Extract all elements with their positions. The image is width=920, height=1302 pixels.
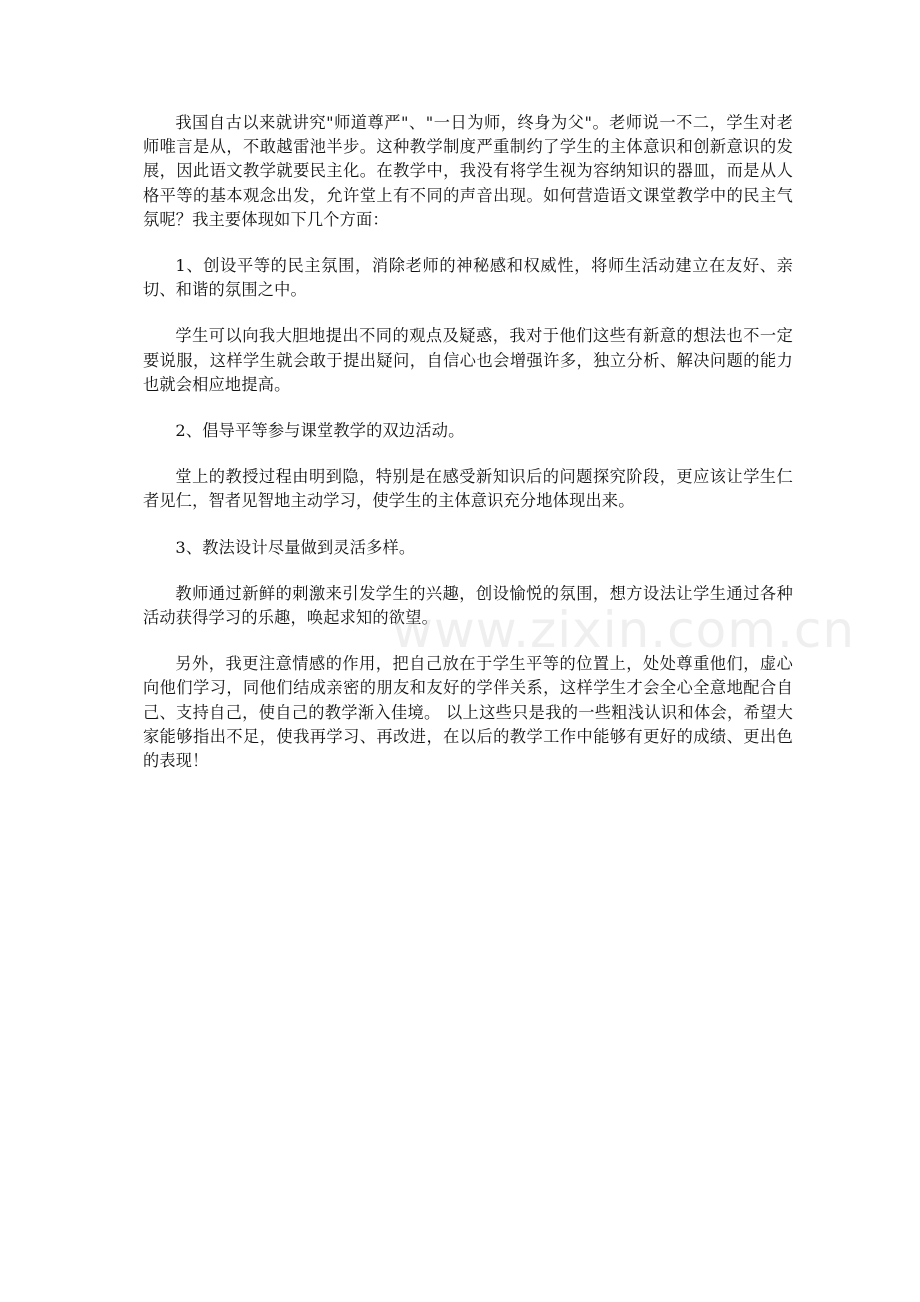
point-1-body: 学生可以向我大胆地提出不同的观点及疑惑，我对于他们这些有新意的想法也不一定要说服，这样学生就会敢于提出疑问，自信心也会增强许多，独立分析、解决问题的能力也就会相应地提高。 (143, 326, 793, 394)
watermark: www.zixin.com.cn (392, 601, 856, 659)
point-1-heading: 1、创设平等的民主氛围，消除老师的神秘感和权威性，将师生活动建立在友好、亲切、和谐的氛围之中。 (143, 256, 793, 300)
point-2-body: 堂上的教授过程由明到隐，特别是在感受新知识后的问题探究阶段，更应该让学生仁者见仁，智者见智地主动学习，使学生的主体意识充分地体现出来。 (143, 467, 793, 511)
intro-paragraph: 我国自古以来就讲究"师道尊严"、"一日为师，终身为父"。老师说一不二，学生对老师唯言是从，不敢越雷池半步。这种教学制度严重制约了学生的主体意识和创新意识的发展，因此语文教学就要民主化。在教学中，我没有将学生视为容纳知识的器皿，而是从人格平等的基本观念出发，允许堂上有不同的声音出现。如何营造语文课堂教学中的民主气氛呢？我主要体现如下几个方面： (143, 113, 793, 229)
point-3-body: 教师通过新鲜的刺激来引发学生的兴趣，创设愉悦的氛围，想方设法让学生通过各种活动获得学习的乐趣，唤起求知的欲望。 (143, 583, 793, 628)
closing-paragraph: 另外，我更注意情感的作用，把自己放在于学生平等的位置上，处处尊重他们，虚心向他们学习，同他们结成亲密的朋友和友好的学伴关系，这样学生才会全心全意地配合自己、支持自己，使自己的教学渐入佳境。 以上这些只是我的一些粗浅认识和体会，希望大家能够指出不足，使我再学习、再改进，在以后的教学工作中能够有更好的成绩、更出色的表现！ (143, 654, 793, 771)
point-2-heading: 2、倡导平等参与课堂教学的双边活动。 (175, 421, 465, 441)
point-3-heading: 3、教法设计尽量做到灵活多样。 (175, 537, 416, 557)
document-body (143, 111, 793, 795)
